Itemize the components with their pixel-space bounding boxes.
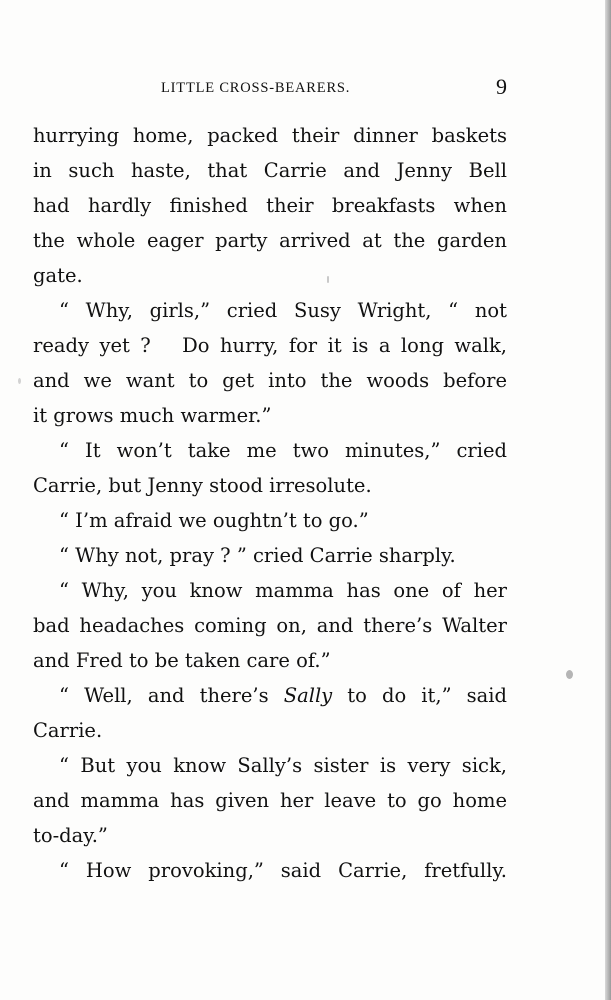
text-line: and mamma has given her leave to go home [33,789,507,812]
page-edge-shadow [605,0,611,1000]
text-line: to-day.” [33,824,108,847]
text-line: hurrying home, packed their dinner baskets [33,124,507,147]
running-head: LITTLE CROSS-BEARERS. [161,80,351,96]
text-line: “ Why not, pray ? ” cried Carrie sharply. [59,544,456,567]
text-line: it grows much warmer.” [33,404,272,427]
page-header [33,74,507,104]
text-line: Carrie, but Jenny stood irresolute. [33,474,372,497]
text-line: “ It won’t take me two minutes,” cried [59,439,507,462]
text-line [33,678,507,713]
text-line: “ Why, girls,” cried Susy Wright, “ not [59,299,507,322]
text-line: and Fred to be taken care of.” [33,649,331,672]
text-line: “ I’m afraid we oughtn’t to go.” [59,509,369,532]
text-line: and we want to get into the woods before [33,369,507,392]
body-text [33,118,507,888]
page-number: 9 [496,74,507,99]
text-segment: “ Well, and there’s [59,684,284,707]
text-line: “ Why, you know mamma has one of her [59,579,507,602]
italic-name: Sally [283,684,333,707]
text-line: Carrie. [33,719,103,742]
text-line: gate. [33,264,83,287]
text-line: in such haste, that Carrie and Jenny Bell [33,159,507,182]
text-line: the whole eager party arrived at the garden [33,229,507,252]
text-line: “ But you know Sally’s sister is very sick, [59,754,507,777]
text-segment: to do it,” said [332,684,507,707]
text-line: had hardly finished their breakfasts when [33,194,507,217]
text-line: “ How provoking,” said Carrie, fretfully. [59,859,507,882]
text-line: ready yet ? Do hurry, for it is a long walk, [33,334,507,357]
text-line: bad headaches coming on, and there’s Walter [33,614,507,637]
